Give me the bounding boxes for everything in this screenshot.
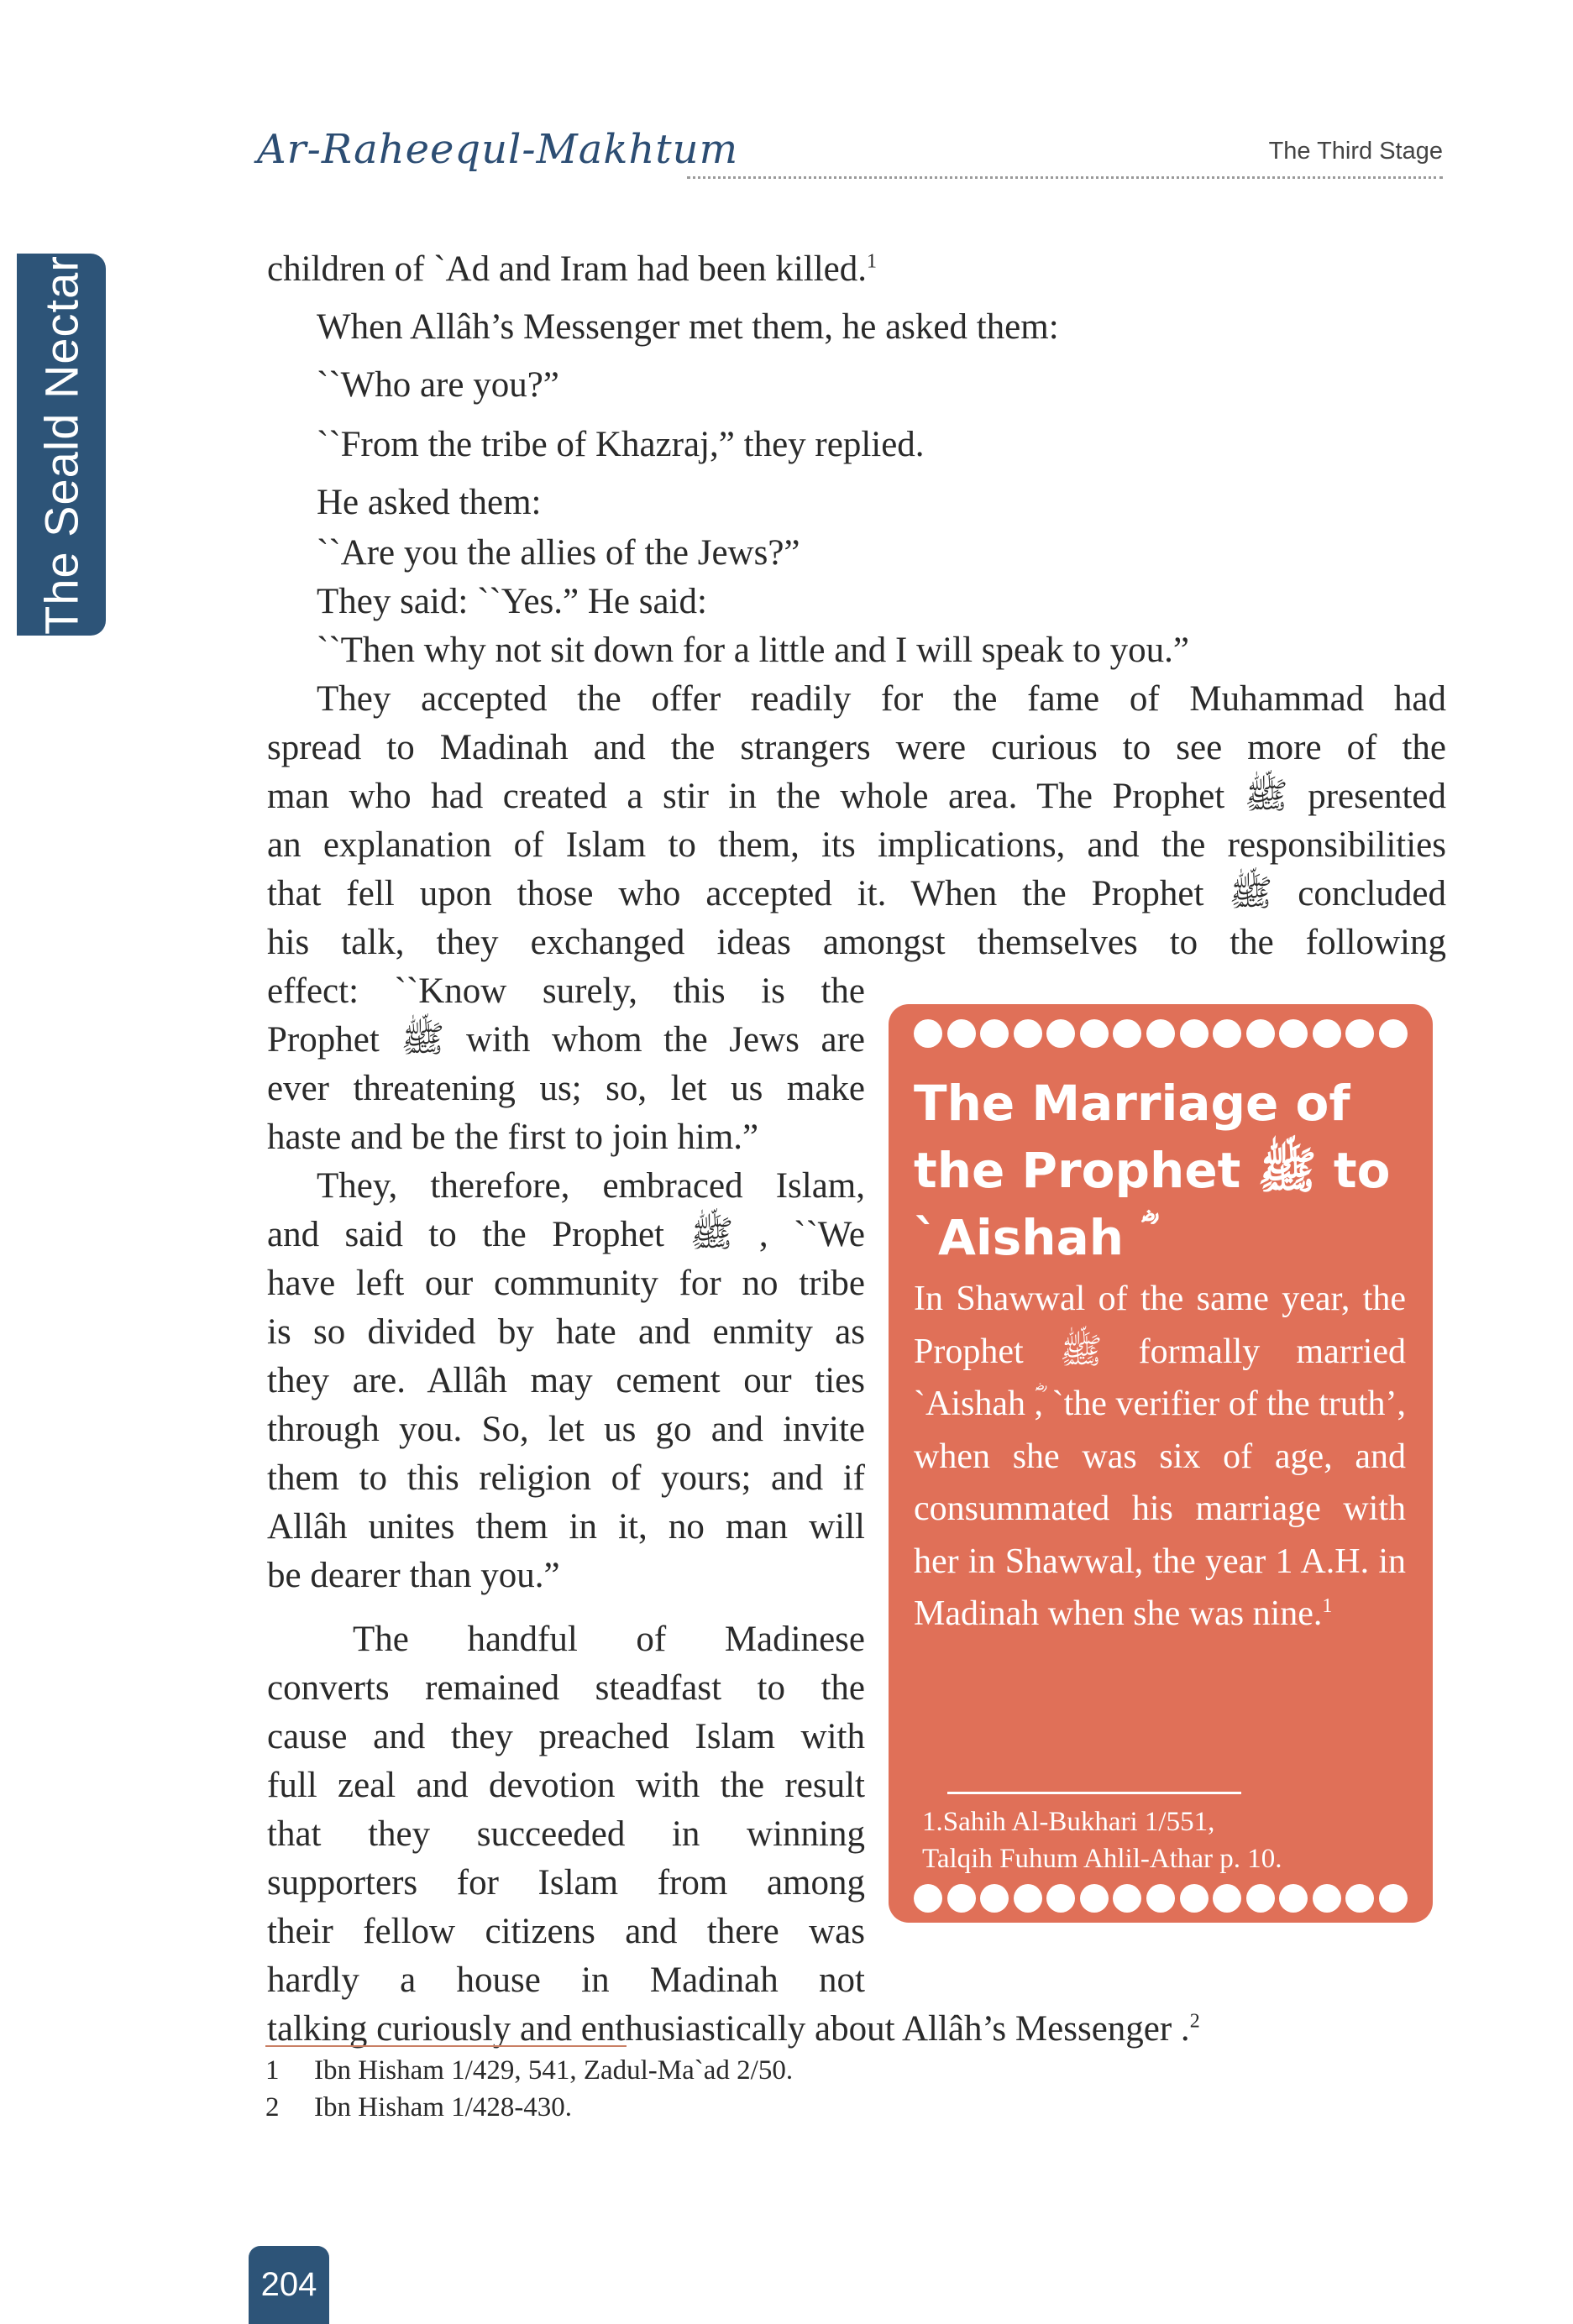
dot bbox=[1113, 1884, 1141, 1913]
body-line: that fell upon those who accepted it. When the Prophet ﷺ concluded bbox=[267, 874, 1447, 913]
body-line: and said to the Prophet ﷺ , ``We bbox=[267, 1215, 865, 1254]
stage-label: The Third Stage bbox=[1268, 138, 1443, 165]
dot bbox=[1014, 1019, 1042, 1048]
body-line: have left our community for no tribe bbox=[267, 1264, 865, 1303]
dot bbox=[1046, 1019, 1075, 1048]
footnote-ref: 2 bbox=[1189, 2010, 1200, 2033]
dot bbox=[947, 1884, 976, 1913]
dot bbox=[1014, 1884, 1042, 1913]
body-line: that they succeeded in winning bbox=[267, 1814, 865, 1854]
body-line: ``From the tribe of Khazraj,” they replied. bbox=[317, 425, 925, 464]
footnote-ref: 1 bbox=[867, 250, 878, 273]
body-line: Prophet ﷺ with whom the Jews are bbox=[267, 1020, 865, 1060]
footnote bbox=[265, 2089, 572, 2126]
body-line: children of `Ad and Iram had been killed.$^1$ bbox=[267, 249, 878, 289]
dot bbox=[1345, 1019, 1374, 1048]
dot bbox=[1146, 1884, 1175, 1913]
body-line: an explanation of Islam to them, its implications, and the responsibilities bbox=[267, 825, 1446, 865]
dot bbox=[1213, 1019, 1241, 1048]
dot-row-bottom bbox=[914, 1884, 1408, 1918]
sidebar-box bbox=[889, 1004, 1433, 1923]
dot bbox=[1313, 1019, 1341, 1048]
body-line: they are. Allâh may cement our ties bbox=[267, 1361, 865, 1400]
dot bbox=[1213, 1884, 1241, 1913]
header-dotted-rule bbox=[687, 176, 1443, 179]
body-line: spread to Madinah and the strangers were curious to see more of the bbox=[267, 728, 1446, 767]
body-line: haste and be the first to join him.” bbox=[267, 1118, 759, 1157]
dot bbox=[914, 1884, 942, 1913]
footnote-number: 2 bbox=[265, 2092, 280, 2122]
body-line: hardly a house in Madinah not bbox=[267, 1960, 865, 2000]
sidebar-rule bbox=[947, 1792, 1241, 1794]
dot bbox=[1279, 1019, 1308, 1048]
dot bbox=[1080, 1884, 1109, 1913]
body-line: them to this religion of yours; and if bbox=[267, 1458, 865, 1498]
dot bbox=[1180, 1884, 1209, 1913]
body-line: ever threatening us; so, let us make bbox=[267, 1069, 865, 1108]
footnote-text: Ibn Hisham 1/428-430. bbox=[314, 2092, 573, 2122]
body-line: converts remained steadfast to the bbox=[267, 1668, 865, 1708]
body-line: They, therefore, embraced Islam, bbox=[317, 1166, 865, 1206]
body-line: effect: ``Know surely, this is the bbox=[267, 971, 865, 1011]
footnote bbox=[265, 2052, 793, 2089]
body-line: Allâh unites them in it, no man will bbox=[267, 1507, 865, 1547]
sidebar-title-line: the Prophet ﷺ to bbox=[914, 1142, 1391, 1199]
book-title: Ar-Raheequl-Makhtum bbox=[257, 126, 739, 173]
body-line: cause and they preached Islam with bbox=[267, 1717, 865, 1756]
body-line: full zeal and devotion with the result bbox=[267, 1766, 865, 1805]
page-number: 204 bbox=[260, 2266, 317, 2303]
page-number-box bbox=[249, 2246, 329, 2324]
body-line: The handful of Madinese bbox=[353, 1620, 865, 1659]
sidebar-title bbox=[914, 1070, 1418, 1271]
footnote-text: Ibn Hisham 1/429, 541, Zadul-Ma`ad 2/50. bbox=[314, 2055, 794, 2086]
dot bbox=[1279, 1884, 1308, 1913]
body-line: talking curiously and enthusiastically about Allâh’s Messenger .$^2$ bbox=[267, 2009, 1200, 2049]
dot bbox=[914, 1019, 942, 1048]
dot-row-top bbox=[914, 1019, 1408, 1053]
sidebar-title-line: The Marriage of bbox=[914, 1075, 1350, 1132]
body-line: ``Then why not sit down for a little and I will speak to you.” bbox=[317, 631, 1189, 670]
body-line: be dearer than you.” bbox=[267, 1556, 560, 1595]
dot bbox=[1180, 1019, 1209, 1048]
dot bbox=[1313, 1884, 1341, 1913]
body-line: They accepted the offer readily for the fame of Muhammad had bbox=[317, 679, 1446, 719]
body-line: supporters for Islam from among bbox=[267, 1863, 865, 1903]
footnote-ref: 1 bbox=[1322, 1595, 1333, 1617]
dot bbox=[1246, 1019, 1275, 1048]
dot bbox=[1113, 1019, 1141, 1048]
dot bbox=[1379, 1884, 1408, 1913]
dot bbox=[1046, 1884, 1075, 1913]
body-line: their fellow citizens and there was bbox=[267, 1912, 865, 1951]
dot bbox=[980, 1884, 1009, 1913]
dot bbox=[1345, 1884, 1374, 1913]
body-line: ``Are you the allies of the Jews?” bbox=[317, 533, 800, 573]
running-head bbox=[257, 126, 1443, 185]
dot bbox=[1080, 1019, 1109, 1048]
body-line: When Allâh’s Messenger met them, he asked them: bbox=[317, 307, 1059, 347]
dot bbox=[980, 1019, 1009, 1048]
body-line: is so divided by hate and enmity as bbox=[267, 1312, 865, 1352]
body-line: his talk, they exchanged ideas amongst themselves to the following bbox=[267, 923, 1446, 962]
dot bbox=[1246, 1884, 1275, 1913]
sidebar-footnote: 1.Sahih Al-Bukhari 1/551, Talqih Fuhum Ahlil-Athar p. 10. bbox=[922, 1807, 1282, 1874]
side-tab-label: The Seald Nectar bbox=[34, 255, 88, 635]
body-line: man who had created a stir in the whole area. The Prophet ﷺ presented bbox=[267, 777, 1446, 816]
dot bbox=[947, 1019, 976, 1048]
footnote-number: 1 bbox=[265, 2055, 280, 2086]
dot bbox=[1146, 1019, 1175, 1048]
dot bbox=[1379, 1019, 1408, 1048]
sidebar-body: In Shawwal of the same year, the Prophet ﷺ formally married `Aishah ؓ, `the verifier of the truth’, when she was six of age, and consummated his marriage with her in Shawwal, the year 1 A.H. in Madinah when she was nine.$^1$ bbox=[914, 1280, 1406, 1633]
footnote-rule bbox=[265, 2045, 627, 2047]
sidebar-title-line: `Aishah ؓ bbox=[914, 1209, 1141, 1266]
body-line: ``Who are you?” bbox=[317, 365, 559, 405]
body-line: He asked them: bbox=[317, 483, 542, 522]
body-line: through you. So, let us go and invite bbox=[267, 1410, 865, 1449]
body-line: They said: ``Yes.” He said: bbox=[317, 582, 707, 621]
